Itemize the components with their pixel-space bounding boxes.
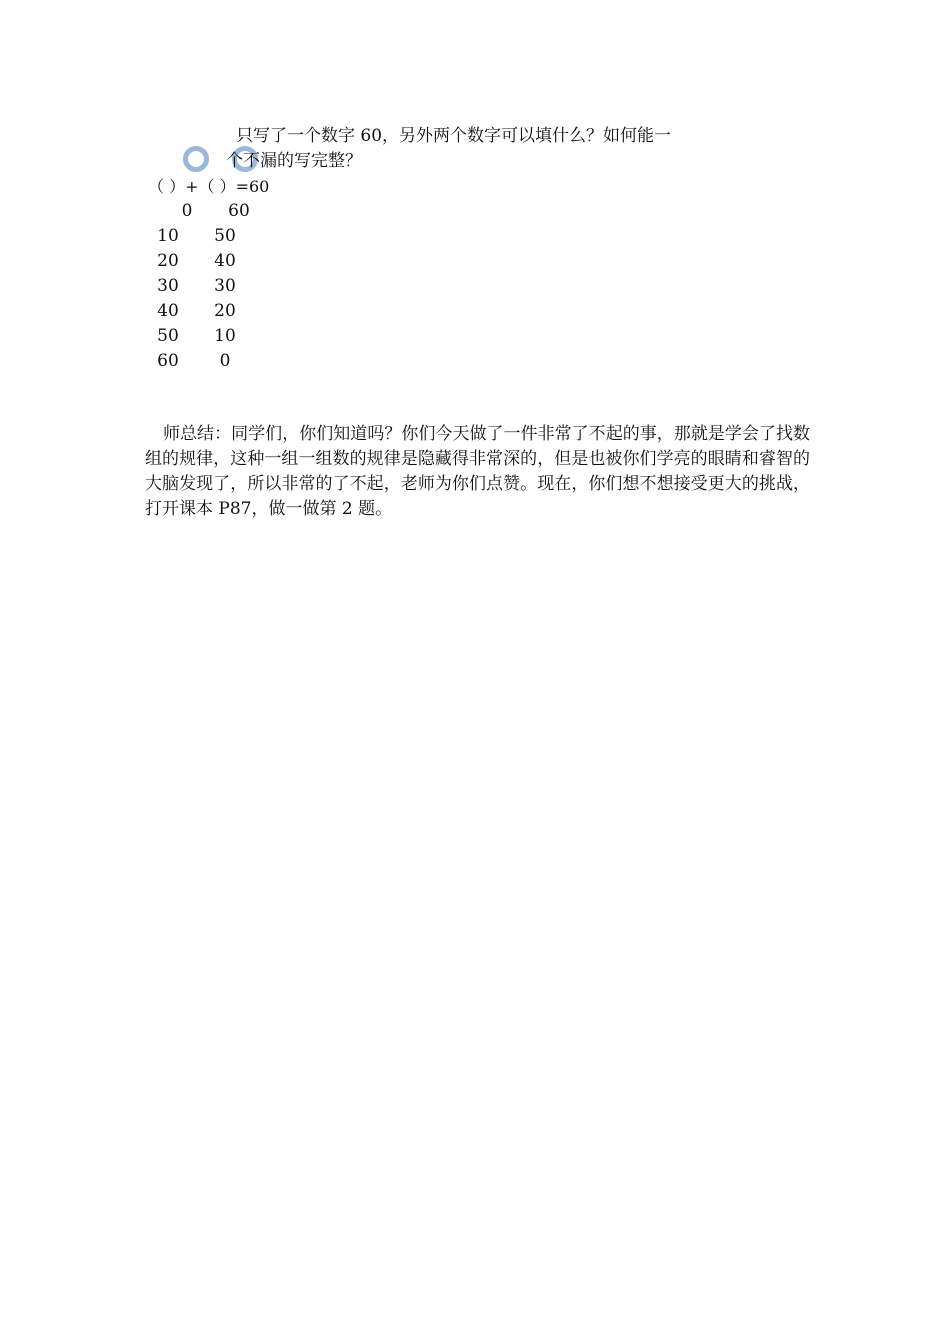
left-number: 40 bbox=[157, 301, 179, 321]
left-number: 10 bbox=[157, 226, 179, 246]
right-number: 0 bbox=[219, 351, 231, 371]
left-number: 50 bbox=[157, 326, 179, 346]
circle-decoration-icon bbox=[183, 146, 209, 172]
right-number: 50 bbox=[214, 226, 236, 246]
teacher-summary-paragraph: 师总结：同学们，你们知道吗？你们今天做了一件非常了不起的事，那就是学会了找数组的规律，这种一组一组数的规律是隐藏得非常深的，但是也被你们学亮的眼睛和睿智的大脑发现了，所以非常的了不起，老师为你们点赞。现在，你们想不想接受更大的挑战，打开课本 P87，做一做第 2 题。 bbox=[145, 424, 810, 519]
right-number: 20 bbox=[214, 301, 236, 321]
left-number: 30 bbox=[157, 276, 179, 296]
question-line-1: 只写了一个数字 60，另外两个数字可以填什么？如何能一 bbox=[236, 126, 672, 146]
left-number: 60 bbox=[157, 351, 179, 371]
left-number: 20 bbox=[157, 251, 179, 271]
right-number: 30 bbox=[214, 276, 236, 296]
equation-template: （ ）+（ ）=60 bbox=[148, 177, 270, 196]
right-number: 10 bbox=[214, 326, 236, 346]
right-number: 40 bbox=[214, 251, 236, 271]
right-number: 60 bbox=[228, 201, 250, 221]
question-line-2: 个不漏的写完整？ bbox=[226, 151, 362, 171]
left-number: 0 bbox=[181, 201, 193, 221]
